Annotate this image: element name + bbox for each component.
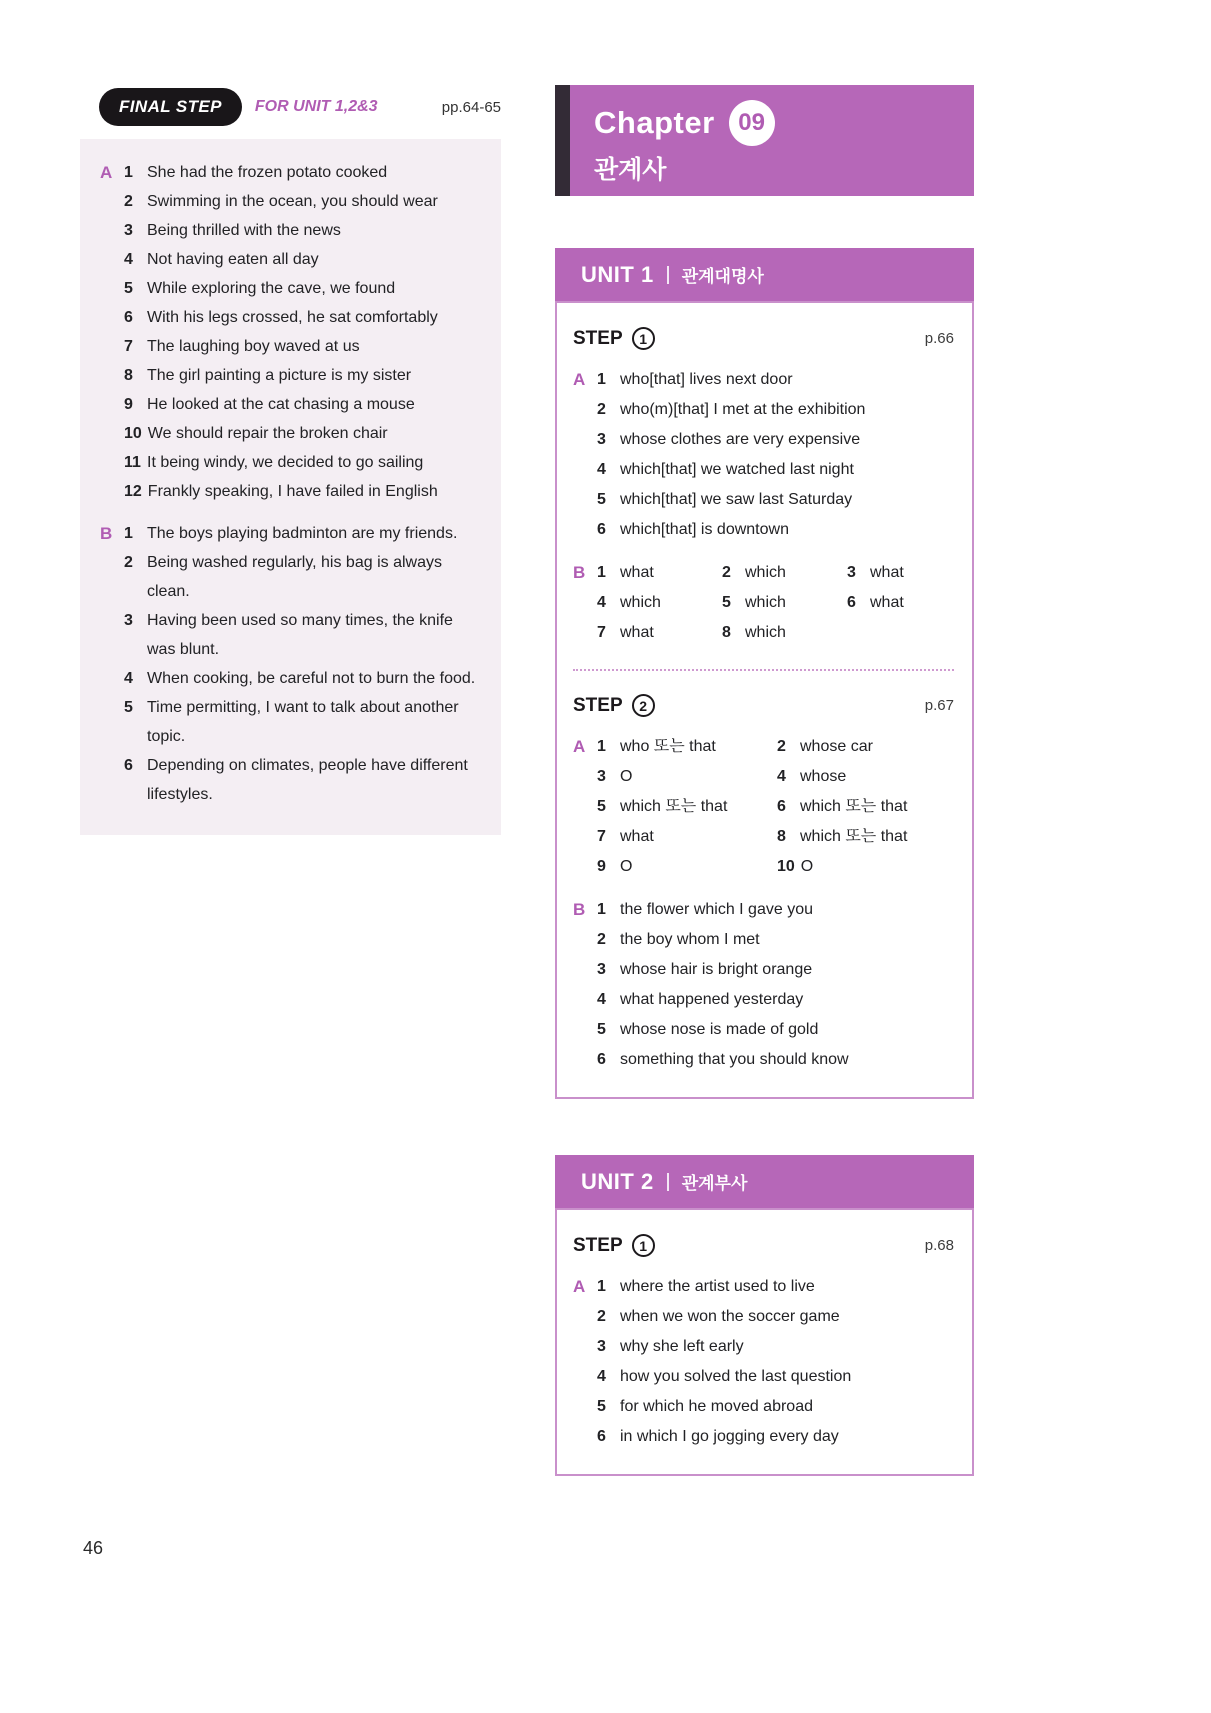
chapter-column <box>555 85 974 1476</box>
answer-item <box>124 245 481 274</box>
answer-item <box>597 1332 954 1362</box>
answer-item <box>597 618 722 648</box>
unit-title-divider <box>667 1173 669 1191</box>
section-label: A <box>573 1277 586 1296</box>
answer-text: Time permitting, I want to talk about another topic. <box>147 699 459 745</box>
answer-number: 4 <box>124 251 133 268</box>
answer-number: 3 <box>597 1338 606 1355</box>
answer-number: 7 <box>124 338 133 355</box>
answer-text: Depending on climates, people have different lifestyles. <box>147 757 468 803</box>
answer-text: O <box>620 768 633 785</box>
answer-item <box>124 693 481 751</box>
answer-number: 9 <box>124 396 133 413</box>
answer-item <box>597 1272 954 1302</box>
answer-section-b <box>100 519 481 809</box>
answer-item <box>597 515 954 545</box>
answer-text: which <box>745 564 786 581</box>
answer-item <box>124 606 481 664</box>
answer-text: whose car <box>800 738 873 755</box>
answer-text: in which I go jogging every day <box>620 1428 839 1445</box>
answer-number: 3 <box>597 431 606 448</box>
answer-text: something that you should know <box>620 1051 849 1068</box>
unit-title-divider <box>667 266 669 284</box>
answer-text: why she left early <box>620 1338 744 1355</box>
step-header <box>573 694 954 717</box>
answer-number: 4 <box>597 594 606 611</box>
section-label: A <box>573 370 586 389</box>
unit-subtitle: 관계부사 <box>681 1174 748 1193</box>
answer-number: 2 <box>777 738 786 755</box>
answer-item <box>777 852 954 882</box>
answer-text: what <box>620 624 654 641</box>
answer-number: 5 <box>124 280 133 297</box>
chapter-accent-bar <box>555 85 570 196</box>
answer-text: Being thrilled with the news <box>147 222 341 239</box>
answer-text: We should repair the broken chair <box>147 425 388 442</box>
answer-item <box>597 1045 954 1075</box>
answer-item <box>597 485 954 515</box>
step-label: STEP <box>573 694 623 716</box>
answer-item <box>597 588 722 618</box>
unit-subtitle: 관계대명사 <box>681 267 764 286</box>
answer-text: It being windy, we decided to go sailing <box>147 454 424 471</box>
answer-text: Having been used so many times, the knife was blunt. <box>147 612 453 658</box>
answer-text: whose hair is bright orange <box>620 961 813 978</box>
answer-number: 1 <box>597 564 606 581</box>
chapter-header <box>555 85 974 196</box>
page-number: 46 <box>83 1538 104 1558</box>
unit-title: UNIT 1 <box>581 261 654 287</box>
answer-item <box>124 519 481 548</box>
answer-text: With his legs crossed, he sat comfortably <box>147 309 438 326</box>
answer-list <box>124 158 481 506</box>
answer-number: 4 <box>597 1368 606 1385</box>
answer-text: Not having eaten all day <box>147 251 319 268</box>
answer-number: 8 <box>777 828 786 845</box>
unit-title: UNIT 2 <box>581 1168 654 1194</box>
answer-text: what <box>620 828 654 845</box>
answer-number: 5 <box>124 699 133 716</box>
answer-item <box>124 216 481 245</box>
answer-list <box>597 895 954 1075</box>
chapter-banner <box>570 85 974 196</box>
answer-item <box>124 751 481 809</box>
final-step-subtitle: FOR UNIT 1,2&3 <box>254 98 378 115</box>
answer-number: 10 <box>124 425 142 442</box>
answer-text: O <box>800 858 814 875</box>
step-box <box>555 1208 974 1476</box>
answer-text: O <box>620 858 633 875</box>
answer-number: 6 <box>777 798 786 815</box>
answer-item <box>847 558 954 588</box>
section-label: A <box>100 163 113 182</box>
unit-unit-2 <box>555 1155 974 1476</box>
step-page-ref: p.68 <box>924 1237 954 1254</box>
step-number-circle: 1 <box>632 1234 655 1257</box>
answer-number: 10 <box>777 858 795 875</box>
unit-header <box>555 1155 974 1208</box>
answer-item <box>597 852 777 882</box>
step-number-circle: 2 <box>632 694 655 717</box>
step-label: STEP <box>573 327 623 349</box>
answer-section-a <box>100 158 481 506</box>
answer-number: 3 <box>597 961 606 978</box>
final-step-header <box>80 88 501 126</box>
answer-item <box>124 274 481 303</box>
answer-item <box>597 822 777 852</box>
answer-number: 3 <box>124 612 133 629</box>
answer-item <box>597 1362 954 1392</box>
chapter-title: 관계사 <box>594 156 667 184</box>
step-number-circle: 1 <box>632 327 655 350</box>
answer-list <box>597 732 954 882</box>
answer-number: 3 <box>597 768 606 785</box>
answer-text: The girl painting a picture is my sister <box>147 367 412 384</box>
answer-number: 8 <box>722 624 731 641</box>
answer-text: what <box>620 564 654 581</box>
step-label: STEP <box>573 1234 623 1256</box>
answer-text: the boy whom I met <box>620 931 760 948</box>
dotted-divider <box>573 669 954 671</box>
answer-section-a <box>573 1272 954 1452</box>
answer-number: 4 <box>777 768 786 785</box>
answer-item <box>597 1015 954 1045</box>
answer-item <box>597 792 777 822</box>
answer-item <box>597 395 954 425</box>
answer-number: 4 <box>597 461 606 478</box>
answer-number: 9 <box>597 858 606 875</box>
answer-number: 1 <box>597 901 606 918</box>
answer-text: which[that] we watched last night <box>620 461 854 478</box>
answer-item <box>597 1392 954 1422</box>
answer-number: 2 <box>597 401 606 418</box>
unit-unit-1 <box>555 248 974 1099</box>
chapter-label: Chapter <box>594 105 715 140</box>
answer-number: 1 <box>124 164 133 181</box>
answer-item <box>124 548 481 606</box>
answer-number: 5 <box>597 491 606 508</box>
answer-section-a <box>573 732 954 882</box>
answer-text: whose <box>800 768 847 785</box>
answer-number: 2 <box>597 931 606 948</box>
answer-item <box>124 419 481 448</box>
step-box <box>555 301 974 1099</box>
final-step-badge: FINAL STEP <box>99 88 242 126</box>
answer-number: 6 <box>597 521 606 538</box>
answer-number: 7 <box>597 624 606 641</box>
answer-text: She had the frozen potato cooked <box>147 164 388 181</box>
answer-number: 6 <box>124 757 133 774</box>
answer-number: 2 <box>124 193 133 210</box>
answer-text: what <box>870 594 904 611</box>
answer-text: where the artist used to live <box>620 1278 815 1295</box>
answer-text: While exploring the cave, we found <box>147 280 396 297</box>
answer-number: 5 <box>597 1021 606 1038</box>
step-page-ref: p.66 <box>924 330 954 347</box>
answer-item <box>597 985 954 1015</box>
answer-number: 5 <box>722 594 731 611</box>
answer-number: 3 <box>847 564 856 581</box>
answer-section-a <box>573 365 954 545</box>
answer-text: what happened yesterday <box>620 991 804 1008</box>
answer-item <box>124 332 481 361</box>
answer-number: 7 <box>597 828 606 845</box>
answer-text: which <box>745 594 786 611</box>
answer-text: who(m)[that] I met at the exhibition <box>620 401 866 418</box>
answer-item <box>597 925 954 955</box>
section-label: B <box>100 524 113 543</box>
answer-number: 5 <box>597 1398 606 1415</box>
answer-number: 8 <box>124 367 133 384</box>
answer-text: how you solved the last question <box>620 1368 852 1385</box>
answer-text: When cooking, be careful not to burn the food. <box>147 670 476 687</box>
answer-list <box>597 558 954 648</box>
final-step-page-ref: pp.64-65 <box>441 98 501 116</box>
answer-number: 3 <box>124 222 133 239</box>
answer-number: 2 <box>124 554 133 571</box>
chapter-title-row <box>594 100 950 146</box>
answer-item <box>124 187 481 216</box>
answer-text: Frankly speaking, I have failed in English <box>147 483 438 500</box>
answer-item <box>597 558 722 588</box>
answer-text: The laughing boy waved at us <box>147 338 360 355</box>
answer-item <box>124 448 481 477</box>
answer-text: which 또는 that <box>800 798 908 815</box>
answer-item <box>124 303 481 332</box>
answer-section-b <box>573 895 954 1075</box>
answer-text: what <box>870 564 904 581</box>
answer-item <box>847 588 954 618</box>
answer-text: who[that] lives next door <box>620 371 793 388</box>
answer-item <box>777 822 954 852</box>
answer-number: 1 <box>597 1278 606 1295</box>
answer-item <box>722 618 847 648</box>
answer-number: 5 <box>597 798 606 815</box>
answer-item <box>597 1302 954 1332</box>
answer-item <box>597 365 954 395</box>
answer-section-b <box>573 558 954 648</box>
answer-text: when we won the soccer game <box>620 1308 840 1325</box>
answer-text: The boys playing badminton are my friends. <box>147 525 458 542</box>
step-header <box>573 327 954 350</box>
answer-text: which 또는 that <box>800 828 908 845</box>
answer-item <box>597 732 777 762</box>
step-page-ref: p.67 <box>924 697 954 714</box>
answer-list <box>597 1272 954 1452</box>
answer-text: Being washed regularly, his bag is always clean. <box>147 554 442 600</box>
answer-item <box>722 558 847 588</box>
answer-number: 12 <box>124 483 142 500</box>
section-label: B <box>573 900 586 919</box>
answer-item <box>777 762 954 792</box>
answer-number: 11 <box>124 454 141 471</box>
answer-item <box>124 664 481 693</box>
answer-number: 1 <box>124 525 133 542</box>
answer-item <box>597 955 954 985</box>
answer-text: whose nose is made of gold <box>620 1021 819 1038</box>
answer-number: 4 <box>597 991 606 1008</box>
answer-text: who 또는 that <box>620 738 716 755</box>
answer-text: which <box>745 624 786 641</box>
answer-number: 6 <box>124 309 133 326</box>
units-container <box>555 248 974 1476</box>
answer-item <box>722 588 847 618</box>
answer-item <box>597 425 954 455</box>
answer-item <box>777 792 954 822</box>
step-header <box>573 1234 954 1257</box>
answer-text: for which he moved abroad <box>620 1398 813 1415</box>
answer-text: He looked at the cat chasing a mouse <box>147 396 415 413</box>
answer-item <box>777 732 954 762</box>
answer-item <box>124 361 481 390</box>
answer-text: which[that] we saw last Saturday <box>620 491 853 508</box>
answer-number: 6 <box>597 1051 606 1068</box>
answer-number: 4 <box>124 670 133 687</box>
section-label: B <box>573 563 586 582</box>
answer-number: 6 <box>847 594 856 611</box>
answer-text: Swimming in the ocean, you should wear <box>147 193 438 210</box>
answer-text: whose clothes are very expensive <box>620 431 861 448</box>
answer-text: the flower which I gave you <box>620 901 813 918</box>
answer-item <box>124 390 481 419</box>
answer-list <box>597 365 954 545</box>
answer-number: 1 <box>597 738 606 755</box>
answer-item <box>597 1422 954 1452</box>
answer-number: 6 <box>597 1428 606 1445</box>
answer-list <box>124 519 481 809</box>
final-step-answer-box <box>80 139 501 835</box>
answer-item <box>124 158 481 187</box>
answer-text: which <box>620 594 661 611</box>
chapter-number-badge: 09 <box>729 100 775 146</box>
section-label: A <box>573 737 586 756</box>
answer-item <box>597 762 777 792</box>
answer-item <box>597 455 954 485</box>
answer-number: 2 <box>722 564 731 581</box>
final-step-column <box>80 88 501 835</box>
answer-number: 1 <box>597 371 606 388</box>
answer-text: which[that] is downtown <box>620 521 789 538</box>
unit-header <box>555 248 974 301</box>
answer-text: which 또는 that <box>620 798 728 815</box>
answer-number: 2 <box>597 1308 606 1325</box>
answer-item <box>597 895 954 925</box>
answer-item <box>124 477 481 506</box>
